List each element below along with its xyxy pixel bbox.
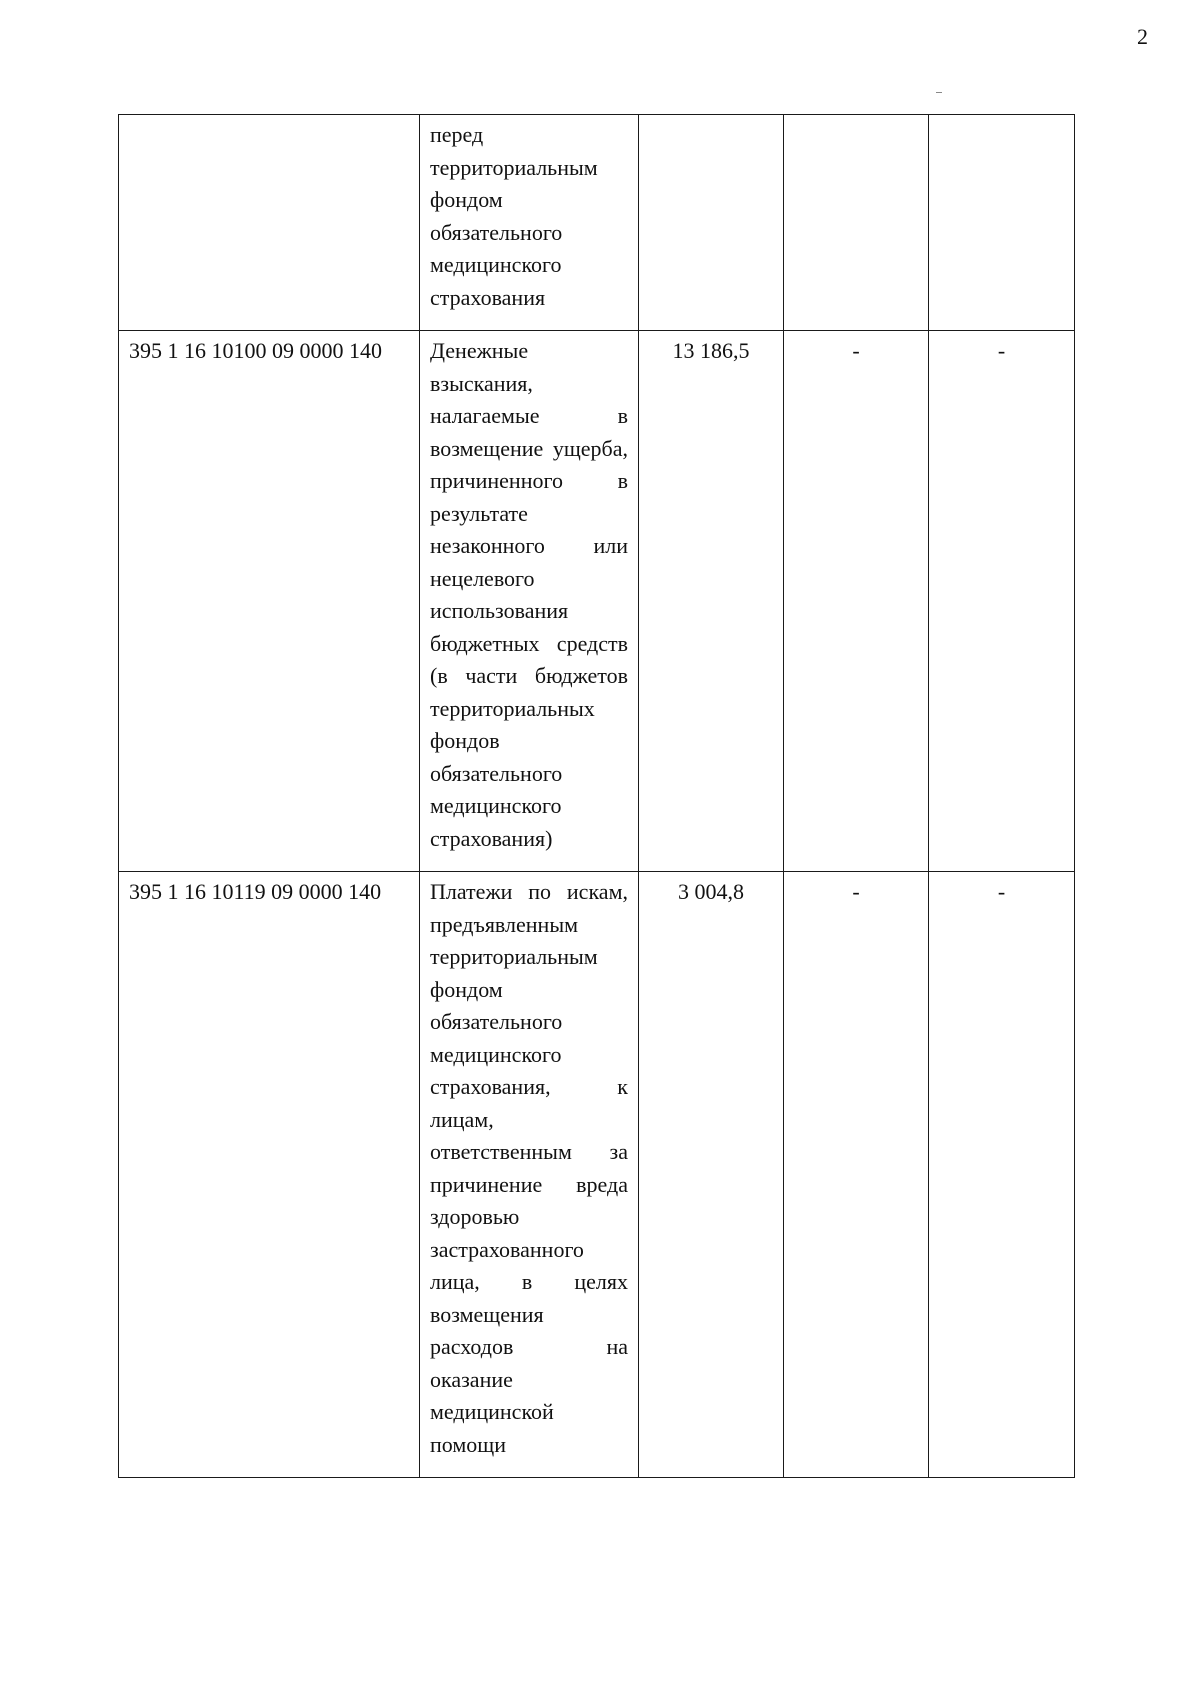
table-row	[119, 115, 1075, 331]
amount-cell: 3 004,8	[639, 872, 784, 1478]
revenue-name-cell: Денежные взыскания, налагаемые в возмещение ущерба, причиненного в результате незаконного или нецелевого использования бюджетных средств (в части бюджетов территориальных фондов обязательного медицинского страхования)	[420, 331, 639, 872]
budget-code-cell	[119, 115, 420, 331]
amount-cell-3: -	[929, 872, 1075, 1478]
page-number: 2	[1137, 24, 1148, 49]
table-row	[119, 331, 1075, 872]
budget-code-cell: 395 1 16 10119 09 0000 140	[119, 872, 420, 1478]
amount-cell	[639, 115, 784, 331]
amount-cell-2: -	[784, 872, 929, 1478]
amount-cell-3	[929, 115, 1075, 331]
amount-cell-2	[784, 115, 929, 331]
table-row	[119, 872, 1075, 1478]
scan-artifact	[936, 92, 942, 93]
amount-cell-2: -	[784, 331, 929, 872]
revenue-name-cell: Платежи по искам, предъявленным территориальным фондом обязательного медицинского страхования, к лицам, ответственным за причинение вреда здоровью застрахованного лица, в целях возмещения расходов на оказание медицинской помощи	[420, 872, 639, 1478]
amount-cell: 13 186,5	[639, 331, 784, 872]
revenue-name-cell: перед территориальным фондом обязательного медицинского страхования	[420, 115, 639, 331]
budget-code-cell: 395 1 16 10100 09 0000 140	[119, 331, 420, 872]
amount-cell-3: -	[929, 331, 1075, 872]
revenue-table	[118, 114, 1075, 1478]
